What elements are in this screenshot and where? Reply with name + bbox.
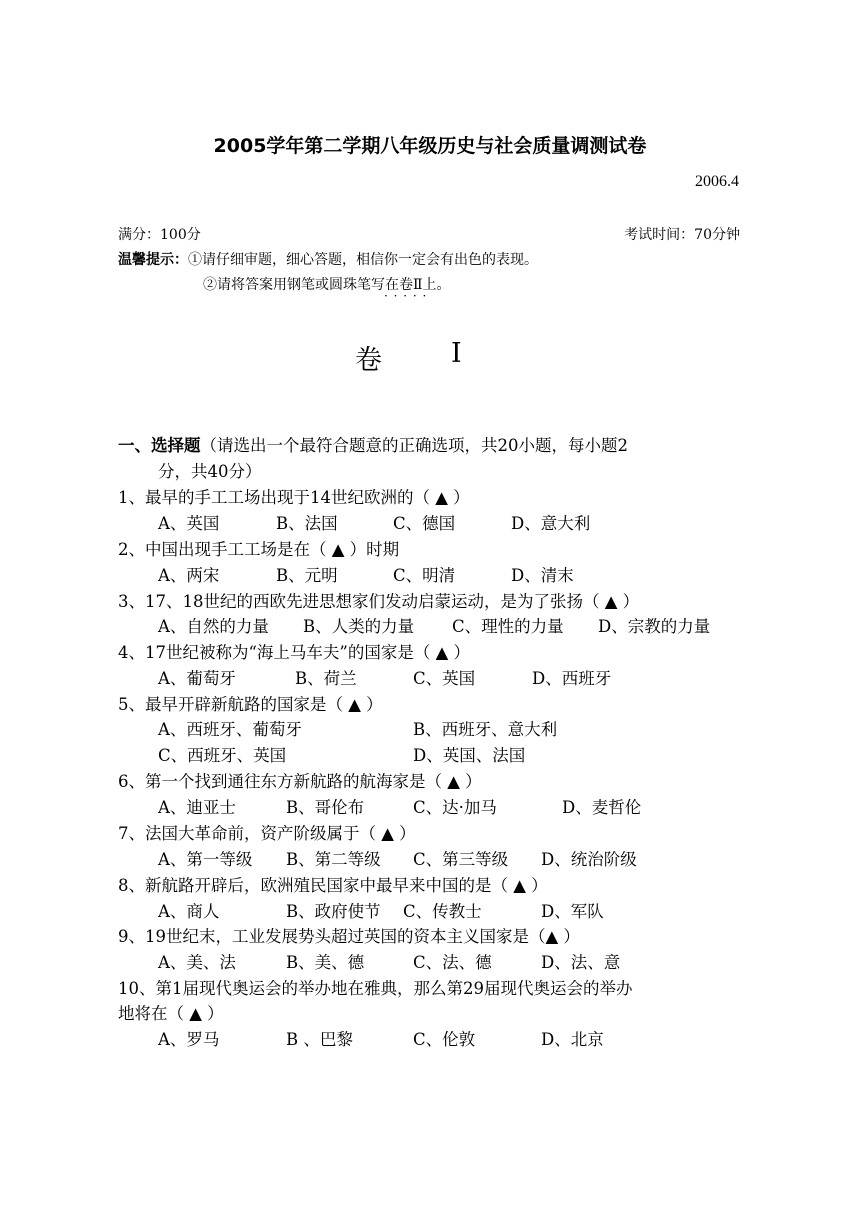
exam-date: 2006.4 <box>695 173 739 190</box>
exam-meta <box>118 224 740 244</box>
q1-option-d: D、意大利 <box>511 514 591 533</box>
q4-option-c: C、英国 <box>413 669 476 688</box>
q7-option-b: B、第二等级 <box>286 850 381 869</box>
question-6: 6、第一个找到通往东方新航路的航海家是（ ▲ ） <box>118 772 482 791</box>
q1-option-b: B、法国 <box>276 514 338 533</box>
question-5: 5、最早开辟新航路的国家是（ ▲ ） <box>118 695 383 714</box>
section-desc-2: 分，共40分） <box>158 462 262 481</box>
q8-option-a: A、商人 <box>158 902 220 921</box>
question-1: 1、最早的手工工场出现于14世纪欧洲的（ ▲ ） <box>118 488 470 507</box>
q3-option-d: D、宗教的力量 <box>598 617 711 636</box>
page-title: 2005学年第二学期八年级历史与社会质量调测试卷 <box>213 135 647 157</box>
tip-2c: 。 <box>436 277 451 293</box>
q6-option-d: D、麦哲伦 <box>562 798 642 817</box>
question-4: 4、17世纪被称为“海上马车夫”的国家是（ ▲ ） <box>118 643 471 662</box>
tip-line-1 <box>118 249 538 269</box>
question-8: 8、新航路开辟后，欧洲殖民国家中最早来中国的是（ ▲ ） <box>118 876 548 895</box>
q6-option-b: B、哥伦布 <box>286 798 365 817</box>
q9-option-a: A、美、法 <box>158 953 236 972</box>
q3-option-a: A、自然的力量 <box>158 617 269 636</box>
q4-option-d: D、西班牙 <box>532 669 612 688</box>
question-3: 3、17、18世纪的西欧先进思想家们发动启蒙运动，是为了张扬（ ▲ ） <box>118 592 640 611</box>
q8-option-d: D、军队 <box>541 902 604 921</box>
tip-label: 温馨提示： <box>118 252 188 268</box>
section-title: 一、选择题 <box>118 436 201 455</box>
volume-label: 卷 <box>355 345 382 376</box>
q1-option-a: A、英国 <box>158 514 220 533</box>
question-7: 7、法国大革命前，资产阶级属于（ ▲ ） <box>118 824 416 843</box>
tip-2-emphasis: 在卷Ⅱ上 · · · <box>385 277 437 293</box>
q5-option-a: A、西班牙、葡萄牙 <box>158 720 302 739</box>
q2-option-d: D、清末 <box>511 566 574 585</box>
q2-option-b: B、元明 <box>276 566 338 585</box>
question-9: 9、19世纪末，工业发展势头超过英国的资本主义国家是（▲ ） <box>118 927 580 946</box>
q10-option-d: D、北京 <box>541 1030 604 1049</box>
q2-option-a: A、两宋 <box>158 566 220 585</box>
tip-1: ①请仔细审题，细心答题，相信你一定会有出色的表现。 <box>188 252 538 268</box>
volume-number: Ⅰ <box>451 338 462 369</box>
tip-2a: ②请将答案用钢笔或圆珠笔写 <box>203 277 385 293</box>
q9-option-d: D、法、意 <box>541 953 621 972</box>
q1-option-c: C、德国 <box>393 514 456 533</box>
question-2: 2、中国出现手工工场是在（ ▲ ）时期 <box>118 540 400 559</box>
tip-line-2 <box>203 274 451 294</box>
q3-option-c: C、理性的力量 <box>452 617 564 636</box>
q6-option-c: C、达·加马 <box>413 798 497 817</box>
q2-option-c: C、明清 <box>393 566 456 585</box>
q9-option-b: B、美、德 <box>286 953 365 972</box>
q10-option-a: A、罗马 <box>158 1030 220 1049</box>
q3-option-b: B、人类的力量 <box>303 617 415 636</box>
q8-option-c: C、传教士 <box>403 902 482 921</box>
q4-option-b: B、荷兰 <box>295 669 357 688</box>
full-score: 满分：100分 <box>118 227 201 243</box>
exam-time: 考试时间：70分钟 <box>624 227 740 243</box>
q10-option-c: C、伦敦 <box>413 1030 476 1049</box>
q8-option-b: B、政府使节 <box>286 902 381 921</box>
q5-option-b: B、西班牙、意大利 <box>413 720 558 739</box>
q5-option-c: C、西班牙、英国 <box>158 746 287 765</box>
q10-option-b: B 、巴黎 <box>286 1030 353 1049</box>
q5-option-d: D、英国、法国 <box>413 746 526 765</box>
question-10-cont: 地将在（ ▲ ） <box>118 1004 224 1023</box>
q4-option-a: A、葡萄牙 <box>158 669 236 688</box>
q7-option-a: A、第一等级 <box>158 850 253 869</box>
volume-heading <box>355 338 515 377</box>
section-desc-1: （请选出一个最符合题意的正确选项，共20小题，每小题2 <box>200 436 628 455</box>
section-heading <box>118 432 628 456</box>
q7-option-c: C、第三等级 <box>413 850 509 869</box>
q9-option-c: C、法、德 <box>413 953 492 972</box>
question-10: 10、第1届现代奥运会的举办地在雅典，那么第29届现代奥运会的举办 <box>118 979 633 998</box>
q7-option-d: D、统治阶级 <box>541 850 637 869</box>
q6-option-a: A、迪亚士 <box>158 798 236 817</box>
